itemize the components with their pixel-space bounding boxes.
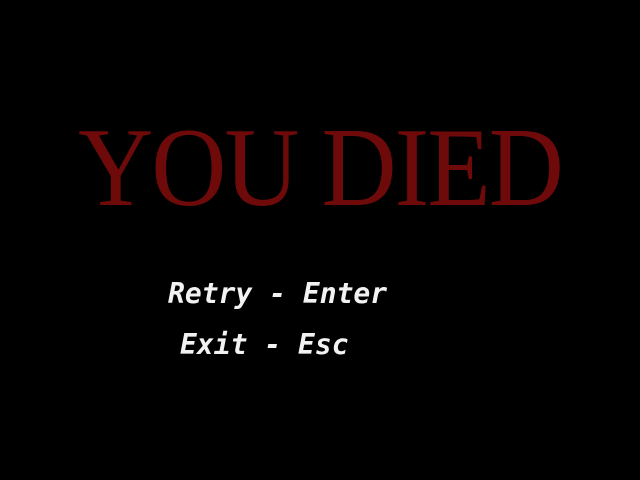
retry-option[interactable]: Retry - Enter [168,277,388,310]
exit-option[interactable]: Exit - Esc [180,328,349,361]
you-died-banner: YOU DIED [78,105,562,230]
